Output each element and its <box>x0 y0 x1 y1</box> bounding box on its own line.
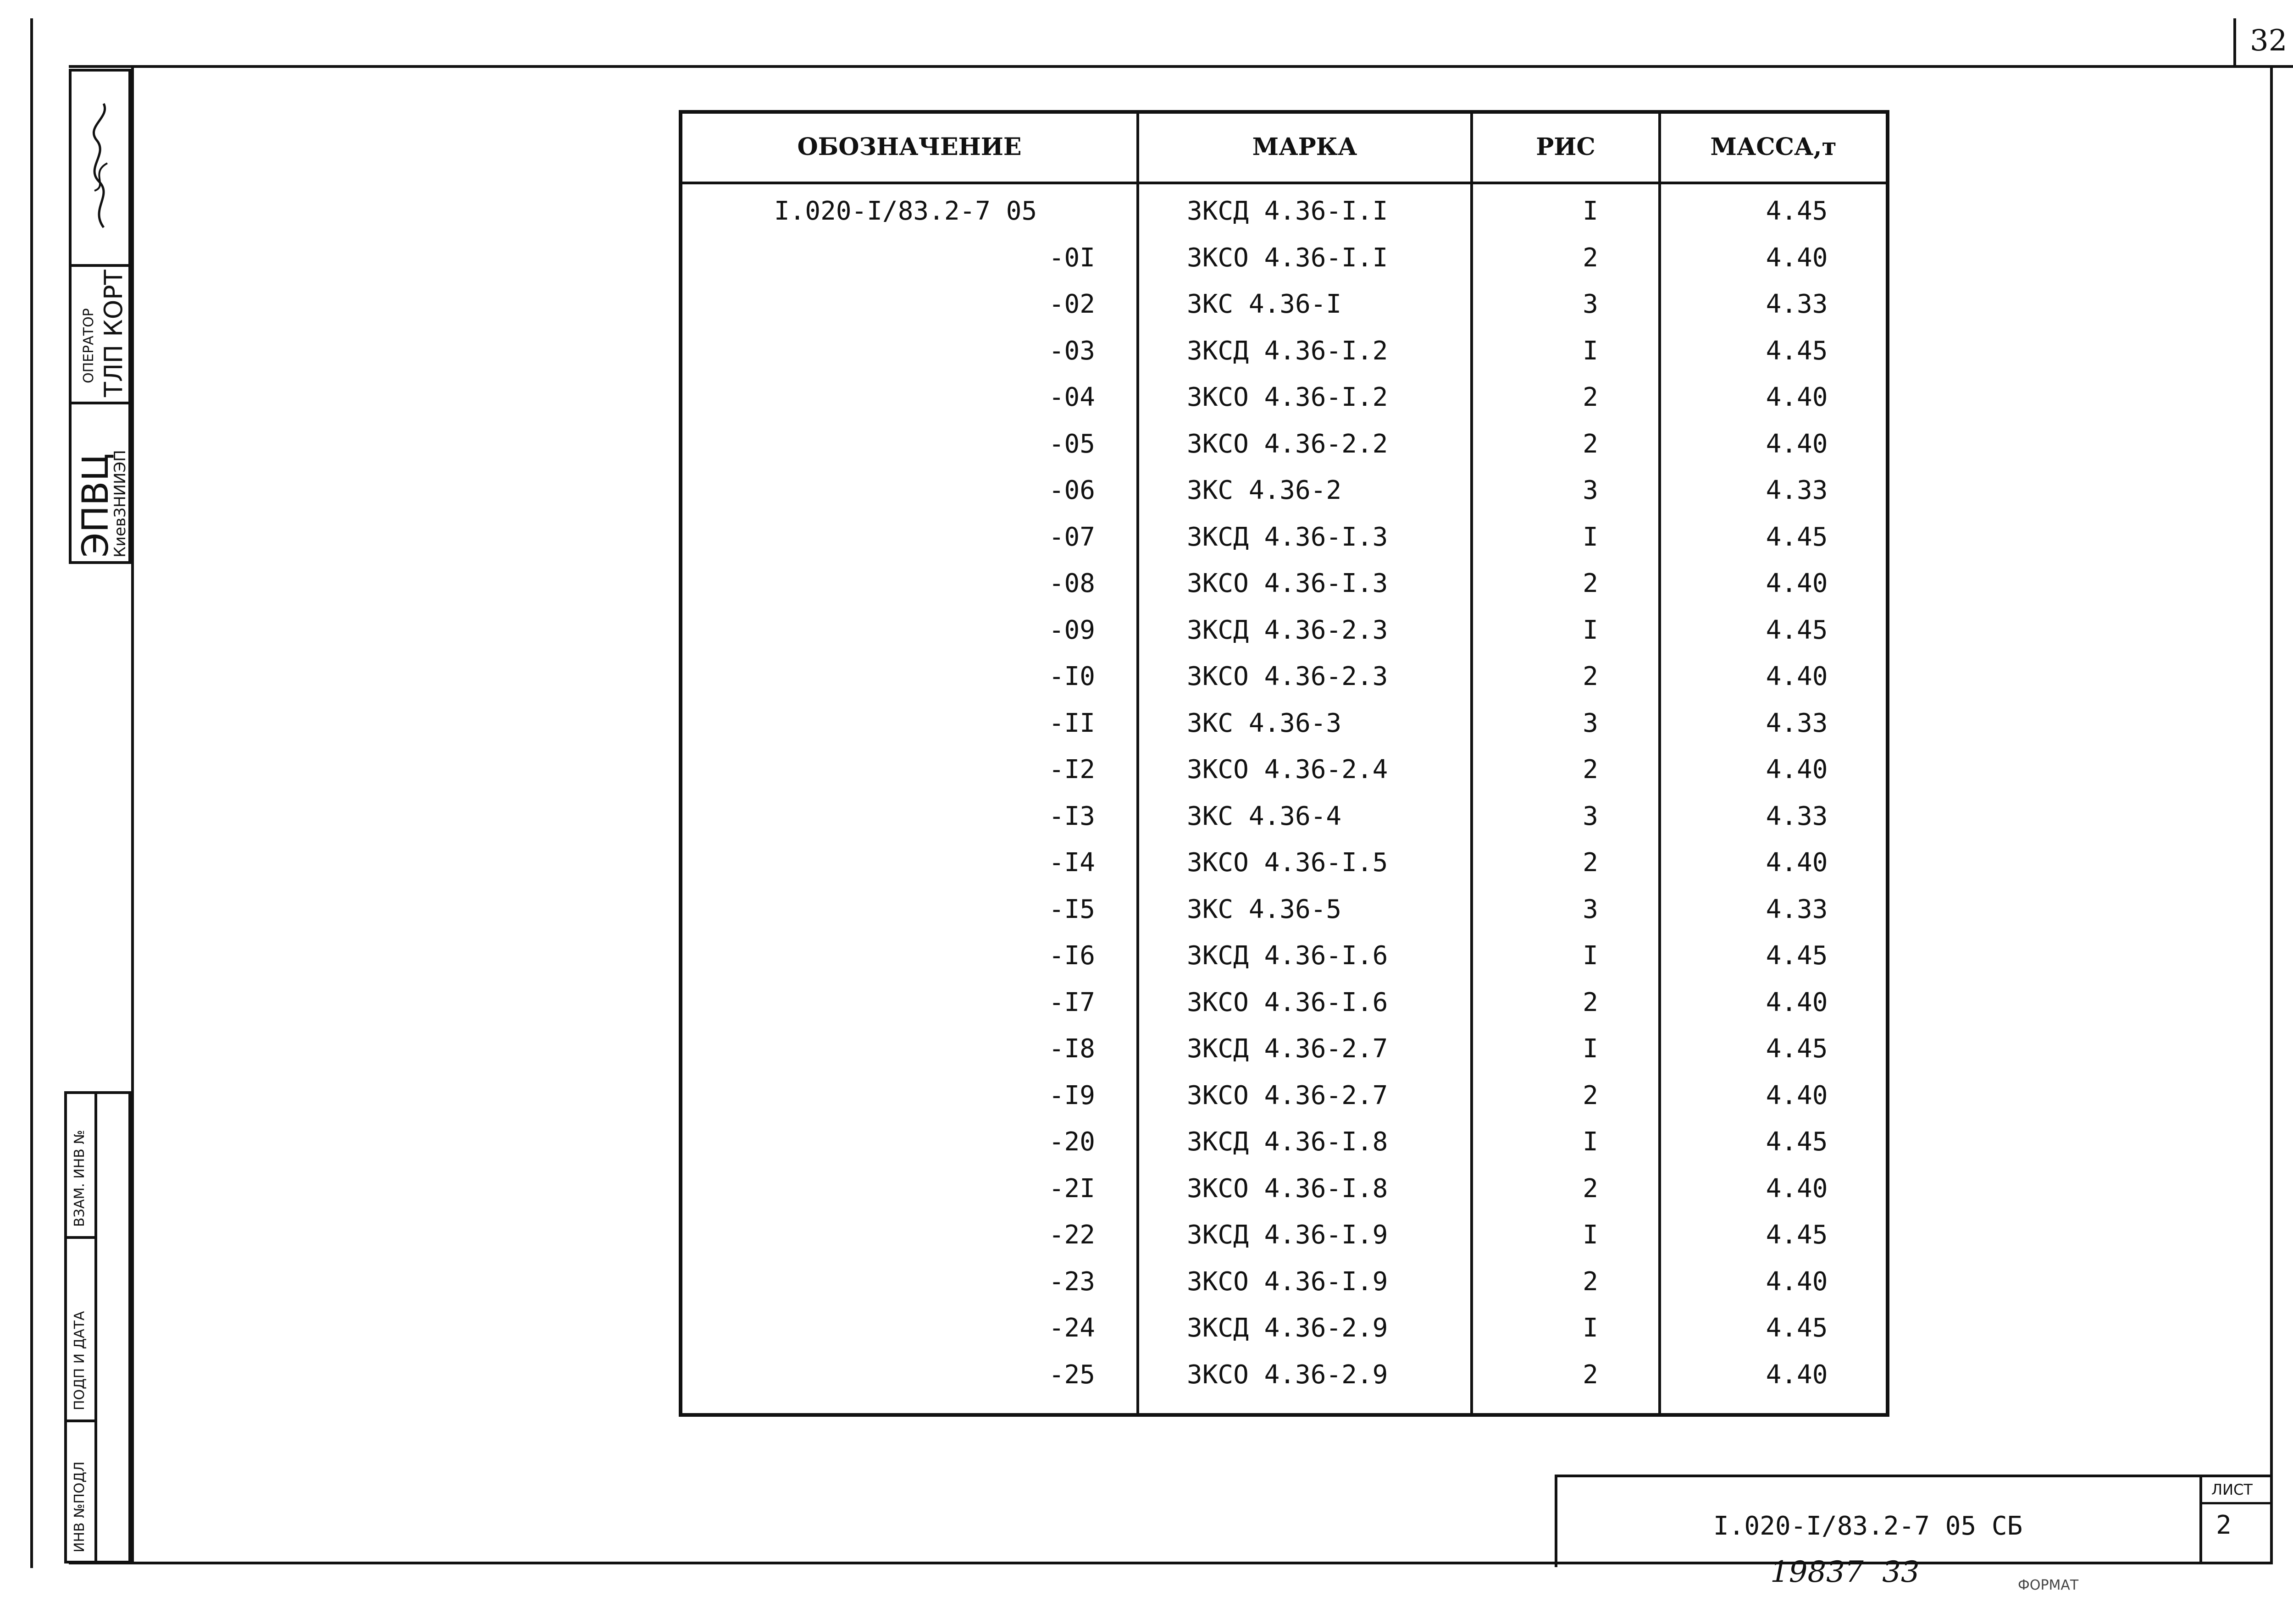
field-inv-podl: ИНВ №ПОДЛ <box>72 1461 88 1552</box>
cell-ris: I <box>1583 1313 1598 1343</box>
cell-marka: 3КС 4.36-4 <box>1187 801 1342 831</box>
cell-massa: 4.33 <box>1766 475 1828 505</box>
cell-massa: 4.45 <box>1766 1127 1828 1157</box>
cell-marka: 3КСД 4.36-2.9 <box>1187 1313 1388 1343</box>
left-stamp-top <box>69 69 131 564</box>
cell-oboznachenie: -04 <box>1048 382 1095 412</box>
cell-oboznachenie: -2I <box>1048 1173 1095 1204</box>
cell-oboznachenie: -05 <box>1048 429 1095 459</box>
cell-ris: 3 <box>1583 801 1598 831</box>
cell-oboznachenie: -06 <box>1048 475 1095 505</box>
cell-ris: 2 <box>1583 1359 1598 1390</box>
cell-oboznachenie: -08 <box>1048 569 1095 598</box>
operator-label: ОПЕРАТОР <box>81 308 97 383</box>
field-podp-data: ПОДП И ДАТА <box>72 1311 88 1410</box>
cell-ris: I <box>1583 522 1598 552</box>
cell-massa: 4.33 <box>1766 289 1828 319</box>
cell-oboznachenie: -II <box>1048 708 1095 738</box>
cell-massa: 4.40 <box>1766 755 1828 784</box>
cell-massa: 4.45 <box>1766 1034 1828 1064</box>
cell-ris: I <box>1583 336 1598 366</box>
sheet-label: ЛИСТ <box>2211 1481 2253 1498</box>
cell-ris: 2 <box>1583 569 1598 598</box>
inner-left-frame-line <box>131 65 134 1564</box>
left-margin-line <box>30 18 33 1568</box>
org-institute: КиевЗНИИЭП <box>111 450 129 558</box>
signature-mark <box>72 99 127 237</box>
cell-ris: I <box>1583 1127 1598 1157</box>
cell-marka: 3КС 4.36-2 <box>1187 475 1342 505</box>
cell-massa: 4.40 <box>1766 382 1828 412</box>
cell-ris: I <box>1583 1220 1598 1250</box>
cell-oboznachenie: -I2 <box>1048 755 1095 784</box>
cell-massa: 4.33 <box>1766 801 1828 831</box>
cell-oboznachenie: -I4 <box>1048 848 1095 878</box>
cell-massa: 4.40 <box>1766 662 1828 691</box>
cell-oboznachenie: -I5 <box>1048 894 1095 924</box>
cell-oboznachenie: -20 <box>1048 1127 1095 1157</box>
cell-oboznachenie: -I3 <box>1048 801 1095 831</box>
cell-massa: 4.33 <box>1766 894 1828 924</box>
cell-ris: I <box>1583 196 1598 226</box>
cell-massa: 4.45 <box>1766 1220 1828 1250</box>
cell-massa: 4.40 <box>1766 429 1828 459</box>
cell-marka: 3КСО 4.36-I.3 <box>1187 569 1388 598</box>
field-inv-vzam: ВЗАМ. ИНВ № <box>72 1130 88 1227</box>
cell-ris: 2 <box>1583 1080 1598 1110</box>
cell-oboznachenie: I.020-I/83.2-7 05 <box>774 196 1037 226</box>
cell-oboznachenie: -I0 <box>1048 662 1095 691</box>
field-inv-podl-cell <box>67 1420 97 1561</box>
cell-marka: 3КСО 4.36-2.2 <box>1187 429 1388 459</box>
cell-marka: 3КСО 4.36-2.7 <box>1187 1080 1388 1110</box>
cell-ris: I <box>1583 615 1598 645</box>
col-separator <box>1470 114 1473 1413</box>
cell-ris: 2 <box>1583 662 1598 691</box>
cell-massa: 4.40 <box>1766 848 1828 878</box>
header-massa: МАССА,т <box>1710 133 1837 161</box>
drawing-designation: I.020-I/83.2-7 05 СБ <box>1713 1511 2023 1541</box>
cell-marka: 3КСД 4.36-I.I <box>1187 196 1388 226</box>
cell-marka: 3КСО 4.36-I.6 <box>1187 987 1388 1017</box>
cell-marka: 3КСД 4.36-I.8 <box>1187 1127 1388 1157</box>
cell-oboznachenie: -I7 <box>1048 987 1095 1017</box>
title-block <box>1555 1475 2273 1567</box>
corner-number: 32 <box>2250 24 2287 58</box>
cell-oboznachenie: -23 <box>1048 1266 1095 1297</box>
cell-massa: 4.40 <box>1766 1080 1828 1110</box>
cell-ris: 2 <box>1583 755 1598 784</box>
cell-ris: 2 <box>1583 243 1598 273</box>
cell-marka: 3КСД 4.36-I.3 <box>1187 522 1388 552</box>
cell-massa: 4.33 <box>1766 708 1828 738</box>
cell-marka: 3КСД 4.36-I.2 <box>1187 336 1388 366</box>
cell-marka: 3КСО 4.36-I.2 <box>1187 382 1388 412</box>
cell-marka: 3КСО 4.36-I.5 <box>1187 848 1388 878</box>
cell-ris: 2 <box>1583 1173 1598 1204</box>
cell-ris: 2 <box>1583 987 1598 1017</box>
cell-oboznachenie: -07 <box>1048 522 1095 552</box>
cell-massa: 4.40 <box>1766 1173 1828 1204</box>
cell-massa: 4.45 <box>1766 941 1828 971</box>
cell-oboznachenie: -09 <box>1048 615 1095 645</box>
sheet-number: 2 <box>2216 1510 2232 1540</box>
right-frame-line <box>2270 65 2273 1564</box>
header-oboznachenie: ОБОЗНАЧЕНИЕ <box>797 133 1022 161</box>
cell-oboznachenie: -I8 <box>1048 1034 1095 1064</box>
cell-marka: 3КСО 4.36-2.3 <box>1187 662 1388 691</box>
stamp-org-cell <box>72 402 128 561</box>
operator-value: ТЛП КОРТ <box>99 270 128 397</box>
cell-massa: 4.40 <box>1766 1359 1828 1390</box>
cell-ris: 3 <box>1583 708 1598 738</box>
corner-number-box <box>2233 18 2293 68</box>
cell-massa: 4.45 <box>1766 196 1828 226</box>
cell-ris: 2 <box>1583 382 1598 412</box>
cell-marka: 3КСО 4.36-2.9 <box>1187 1359 1388 1390</box>
handwritten-number: 19837 33 <box>1770 1555 1920 1589</box>
cell-massa: 4.40 <box>1766 569 1828 598</box>
col-separator <box>1136 114 1139 1413</box>
left-stamp-bottom <box>64 1091 131 1563</box>
stamp-signature-cell <box>72 72 128 267</box>
cell-massa: 4.45 <box>1766 522 1828 552</box>
cell-marka: 3КСД 4.36-I.9 <box>1187 1220 1388 1250</box>
cell-marka: 3КСД 4.36-2.3 <box>1187 615 1388 645</box>
cell-oboznachenie: -03 <box>1048 336 1095 366</box>
header-separator <box>682 182 1886 184</box>
cell-ris: I <box>1583 1034 1598 1064</box>
cell-ris: 2 <box>1583 429 1598 459</box>
cell-oboznachenie: -0I <box>1048 243 1095 273</box>
cell-marka: 3КС 4.36-3 <box>1187 708 1342 738</box>
cell-oboznachenie: -I9 <box>1048 1080 1095 1110</box>
cell-ris: 3 <box>1583 289 1598 319</box>
cell-massa: 4.40 <box>1766 243 1828 273</box>
header-marka: МАРКА <box>1252 133 1357 161</box>
cell-marka: 3КСД 4.36-I.6 <box>1187 941 1388 971</box>
cell-ris: 2 <box>1583 848 1598 878</box>
org-name: ЭПВЦ <box>75 453 116 558</box>
field-inv-vzam-cell <box>67 1094 97 1239</box>
sheet-cell <box>2199 1477 2273 1564</box>
cell-marka: 3КСО 4.36-I.9 <box>1187 1266 1388 1297</box>
cell-oboznachenie: -I6 <box>1048 941 1095 971</box>
cell-marka: 3КС 4.36-5 <box>1187 894 1342 924</box>
cell-marka: 3КСД 4.36-2.7 <box>1187 1034 1388 1064</box>
cell-oboznachenie: -25 <box>1048 1359 1095 1390</box>
cell-marka: 3КС 4.36-I <box>1187 289 1342 319</box>
cell-oboznachenie: -24 <box>1048 1313 1095 1343</box>
cell-oboznachenie: -22 <box>1048 1220 1095 1250</box>
cell-massa: 4.45 <box>1766 336 1828 366</box>
field-podp-data-cell <box>67 1236 97 1422</box>
top-frame-line <box>69 65 2293 68</box>
cell-marka: 3КСО 4.36-I.I <box>1187 243 1388 273</box>
cell-massa: 4.45 <box>1766 1313 1828 1343</box>
cell-massa: 4.45 <box>1766 615 1828 645</box>
format-label: ФОРМАТ <box>2018 1577 2079 1593</box>
specification-table <box>679 110 1889 1417</box>
header-ris: РИС <box>1536 133 1595 161</box>
cell-ris: 3 <box>1583 475 1598 505</box>
cell-marka: 3КСО 4.36-2.4 <box>1187 755 1388 784</box>
cell-massa: 4.40 <box>1766 987 1828 1017</box>
sheet-label-line <box>2202 1502 2273 1504</box>
cell-ris: 3 <box>1583 894 1598 924</box>
stamp-operator-cell <box>72 264 128 404</box>
cell-oboznachenie: -02 <box>1048 289 1095 319</box>
cell-massa: 4.40 <box>1766 1266 1828 1297</box>
cell-marka: 3КСО 4.36-I.8 <box>1187 1173 1388 1204</box>
cell-ris: 2 <box>1583 1266 1598 1297</box>
cell-ris: I <box>1583 941 1598 971</box>
